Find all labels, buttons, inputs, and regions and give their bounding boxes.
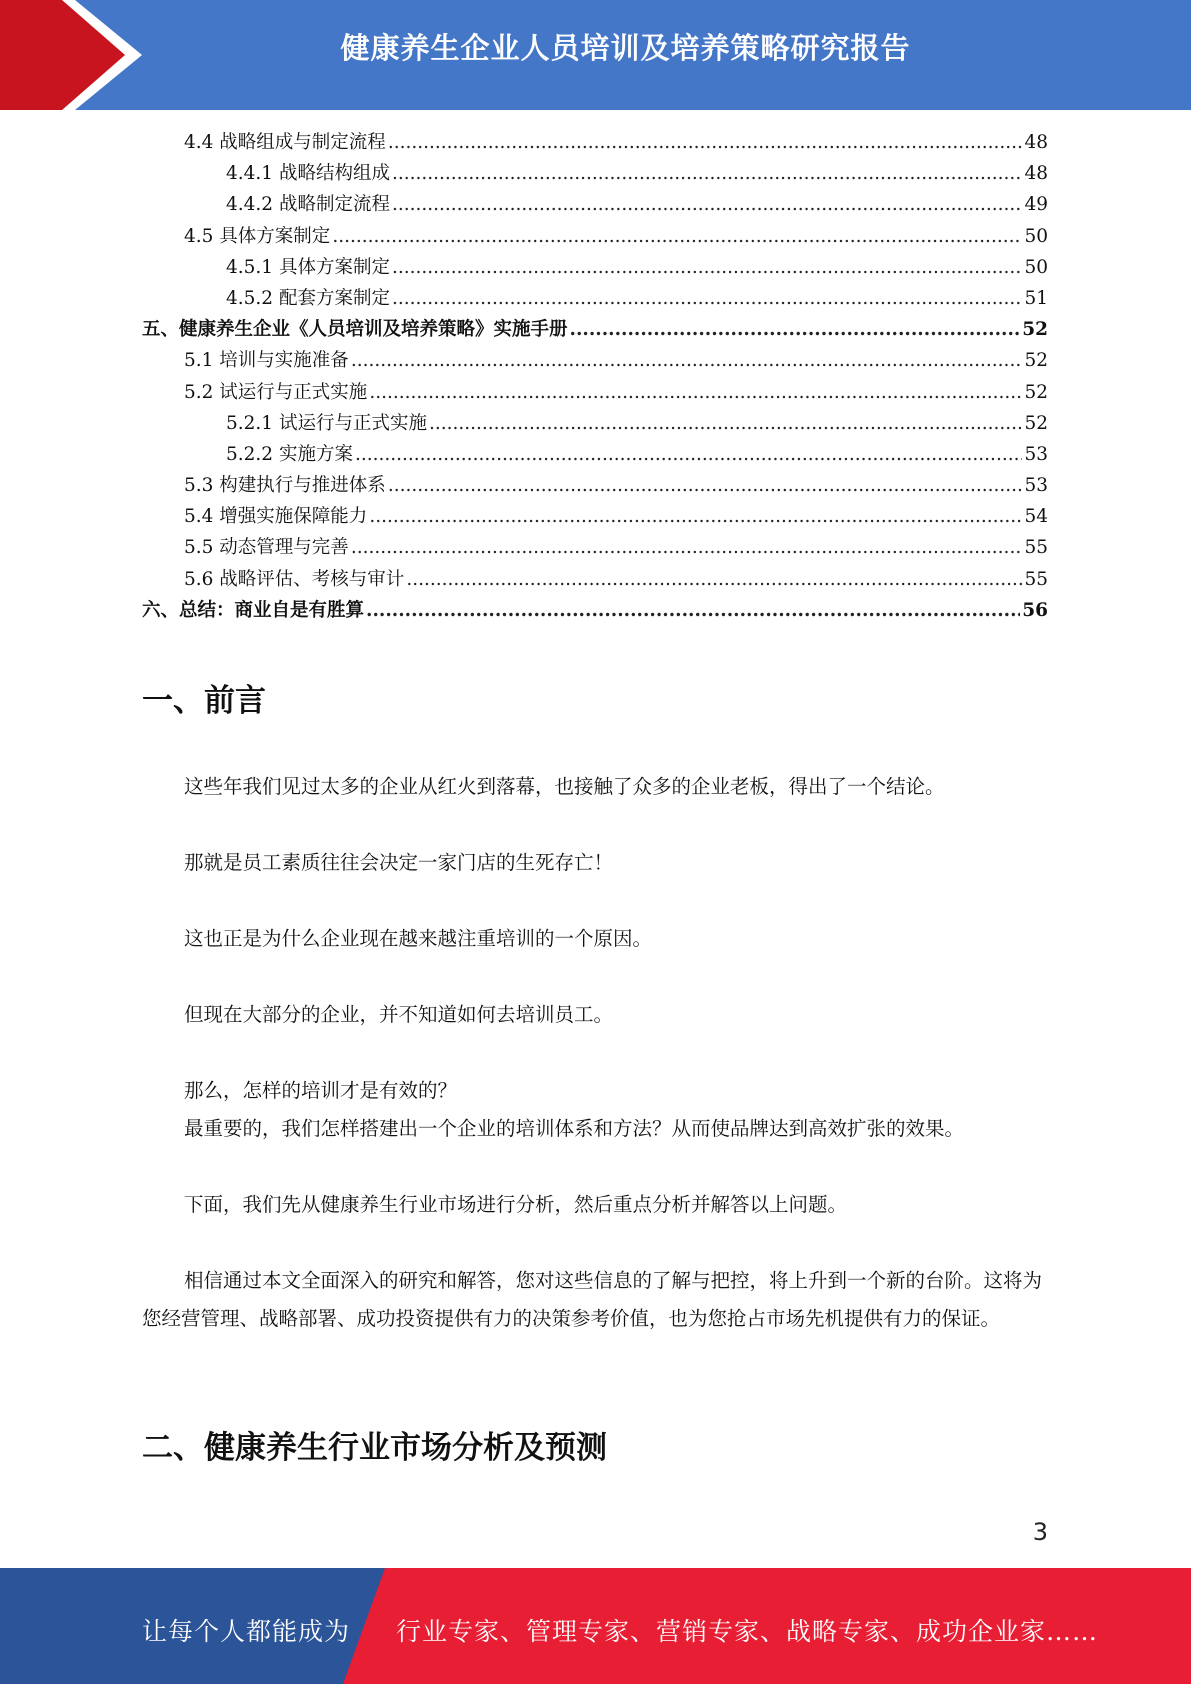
paragraph: 但现在大部分的企业，并不知道如何去培训员工。 bbox=[184, 1003, 614, 1026]
paragraph: 这也正是为什么企业现在越来越注重培训的一个原因。 bbox=[184, 927, 653, 950]
toc-dot-leader bbox=[392, 288, 1022, 309]
toc-entry[interactable] bbox=[142, 378, 1048, 409]
toc-entry[interactable] bbox=[142, 159, 1048, 190]
toc-entry[interactable] bbox=[142, 190, 1048, 221]
toc-entry-title: 4.4.2 战略制定流程 bbox=[226, 194, 390, 216]
table-of-contents bbox=[142, 128, 1048, 627]
toc-entry[interactable] bbox=[142, 315, 1048, 346]
toc-dot-leader bbox=[369, 506, 1022, 527]
toc-entry-page: 55 bbox=[1024, 537, 1048, 559]
toc-entry-title: 5.2.1 试运行与正式实施 bbox=[226, 412, 427, 434]
toc-entry[interactable] bbox=[142, 502, 1048, 533]
toc-dot-leader bbox=[392, 194, 1022, 215]
toc-entry-title: 5.4 增强实施保障能力 bbox=[184, 506, 368, 528]
toc-entry-page: 52 bbox=[1022, 319, 1048, 341]
toc-entry[interactable] bbox=[142, 128, 1048, 159]
toc-entry-page: 52 bbox=[1024, 350, 1048, 372]
toc-entry-page: 55 bbox=[1024, 568, 1048, 590]
toc-entry[interactable] bbox=[142, 533, 1048, 564]
toc-dot-leader bbox=[388, 132, 1023, 153]
toc-entry-page: 48 bbox=[1024, 132, 1048, 153]
toc-entry-page: 49 bbox=[1024, 194, 1048, 216]
toc-entry-title: 5.3 构建执行与推进体系 bbox=[184, 475, 386, 497]
toc-entry[interactable] bbox=[142, 284, 1048, 315]
toc-entry-title: 4.5.1 具体方案制定 bbox=[226, 256, 390, 278]
toc-dot-leader bbox=[366, 600, 1020, 621]
toc-dot-leader bbox=[332, 226, 1022, 247]
toc-dot-leader bbox=[388, 475, 1023, 496]
toc-entry-title: 5.2 试运行与正式实施 bbox=[184, 381, 368, 403]
toc-dot-leader bbox=[429, 413, 1022, 434]
toc-dot-leader bbox=[392, 257, 1022, 278]
page-number: 3 bbox=[1032, 1518, 1048, 1546]
toc-entry-title: 4.4 战略组成与制定流程 bbox=[184, 132, 386, 153]
toc-entry[interactable] bbox=[142, 409, 1048, 440]
toc-entry[interactable] bbox=[142, 471, 1048, 502]
toc-entry-page: 50 bbox=[1024, 225, 1048, 247]
toc-entry[interactable] bbox=[142, 565, 1048, 596]
paragraph: 那就是员工素质往往会决定一家门店的生死存亡！ bbox=[184, 851, 614, 874]
toc-dot-leader bbox=[570, 319, 1021, 340]
toc-dot-leader bbox=[351, 537, 1023, 558]
preface-heading: 一、前言 bbox=[142, 683, 266, 719]
paragraph: 相信通过本文全面深入的研究和解答，您对这些信息的了解与把控，将上升到一个新的台阶。这将为您经营管理、战略部署、成功投资提供有力的决策参考价值，也为您抢占市场先机提供有力的保证。 bbox=[142, 1269, 1043, 1330]
toc-entry-title: 5.6 战略评估、考核与审计 bbox=[184, 568, 405, 590]
toc-entry-title: 5.5 动态管理与完善 bbox=[184, 537, 349, 559]
toc-entry-page: 50 bbox=[1024, 256, 1048, 278]
toc-entry-page: 56 bbox=[1022, 599, 1048, 621]
toc-dot-leader bbox=[355, 444, 1023, 465]
toc-entry-title: 5.2.2 实施方案 bbox=[226, 443, 353, 465]
toc-entry-title: 5.1 培训与实施准备 bbox=[184, 350, 349, 372]
toc-entry-page: 52 bbox=[1024, 412, 1048, 434]
paragraph: 最重要的，我们怎样搭建出一个企业的培训体系和方法？从而使品牌达到高效扩张的效果。 bbox=[184, 1117, 965, 1140]
toc-entry[interactable] bbox=[142, 253, 1048, 284]
paragraph: 下面，我们先从健康养生行业市场进行分析，然后重点分析并解答以上问题。 bbox=[184, 1193, 848, 1216]
toc-dot-leader bbox=[351, 350, 1023, 371]
toc-entry-page: 53 bbox=[1024, 475, 1048, 497]
report-title: 健康养生企业人员培训及培养策略研究报告 bbox=[340, 31, 911, 65]
toc-entry-page: 54 bbox=[1024, 506, 1048, 528]
market-analysis-heading: 二、健康养生行业市场分析及预测 bbox=[142, 1430, 607, 1466]
toc-dot-leader bbox=[406, 569, 1022, 590]
toc-entry-title: 4.5 具体方案制定 bbox=[184, 225, 331, 247]
paragraph: 这些年我们见过太多的企业从红火到落幕，也接触了众多的企业老板，得出了一个结论。 bbox=[184, 775, 945, 798]
toc-entry[interactable] bbox=[142, 222, 1048, 253]
toc-entry-page: 52 bbox=[1024, 381, 1048, 403]
toc-entry-title: 六、总结：商业自是有胜算 bbox=[142, 599, 365, 621]
toc-entry[interactable] bbox=[142, 440, 1048, 471]
toc-dot-leader bbox=[392, 163, 1022, 184]
toc-entry-page: 48 bbox=[1024, 163, 1048, 185]
page-header bbox=[0, 0, 1191, 110]
toc-entry-page: 51 bbox=[1024, 287, 1048, 309]
toc-dot-leader bbox=[369, 382, 1022, 403]
toc-entry[interactable] bbox=[142, 346, 1048, 377]
footer-slogan-left: 让每个人都能成为 bbox=[142, 1617, 351, 1646]
toc-entry-title: 4.4.1 战略结构组成 bbox=[226, 163, 390, 185]
page-footer bbox=[0, 1568, 1191, 1684]
toc-entry-title: 4.5.2 配套方案制定 bbox=[226, 287, 390, 309]
paragraph: 那么，怎样的培训才是有效的？ bbox=[184, 1079, 458, 1102]
toc-entry-page: 53 bbox=[1024, 443, 1048, 465]
toc-entry-title: 五、健康养生企业《人员培训及培养策略》实施手册 bbox=[142, 319, 568, 341]
toc-entry[interactable] bbox=[142, 596, 1048, 627]
footer-slogan-right: 行业专家、管理专家、营销专家、战略专家、成功企业家…… bbox=[396, 1617, 1099, 1646]
